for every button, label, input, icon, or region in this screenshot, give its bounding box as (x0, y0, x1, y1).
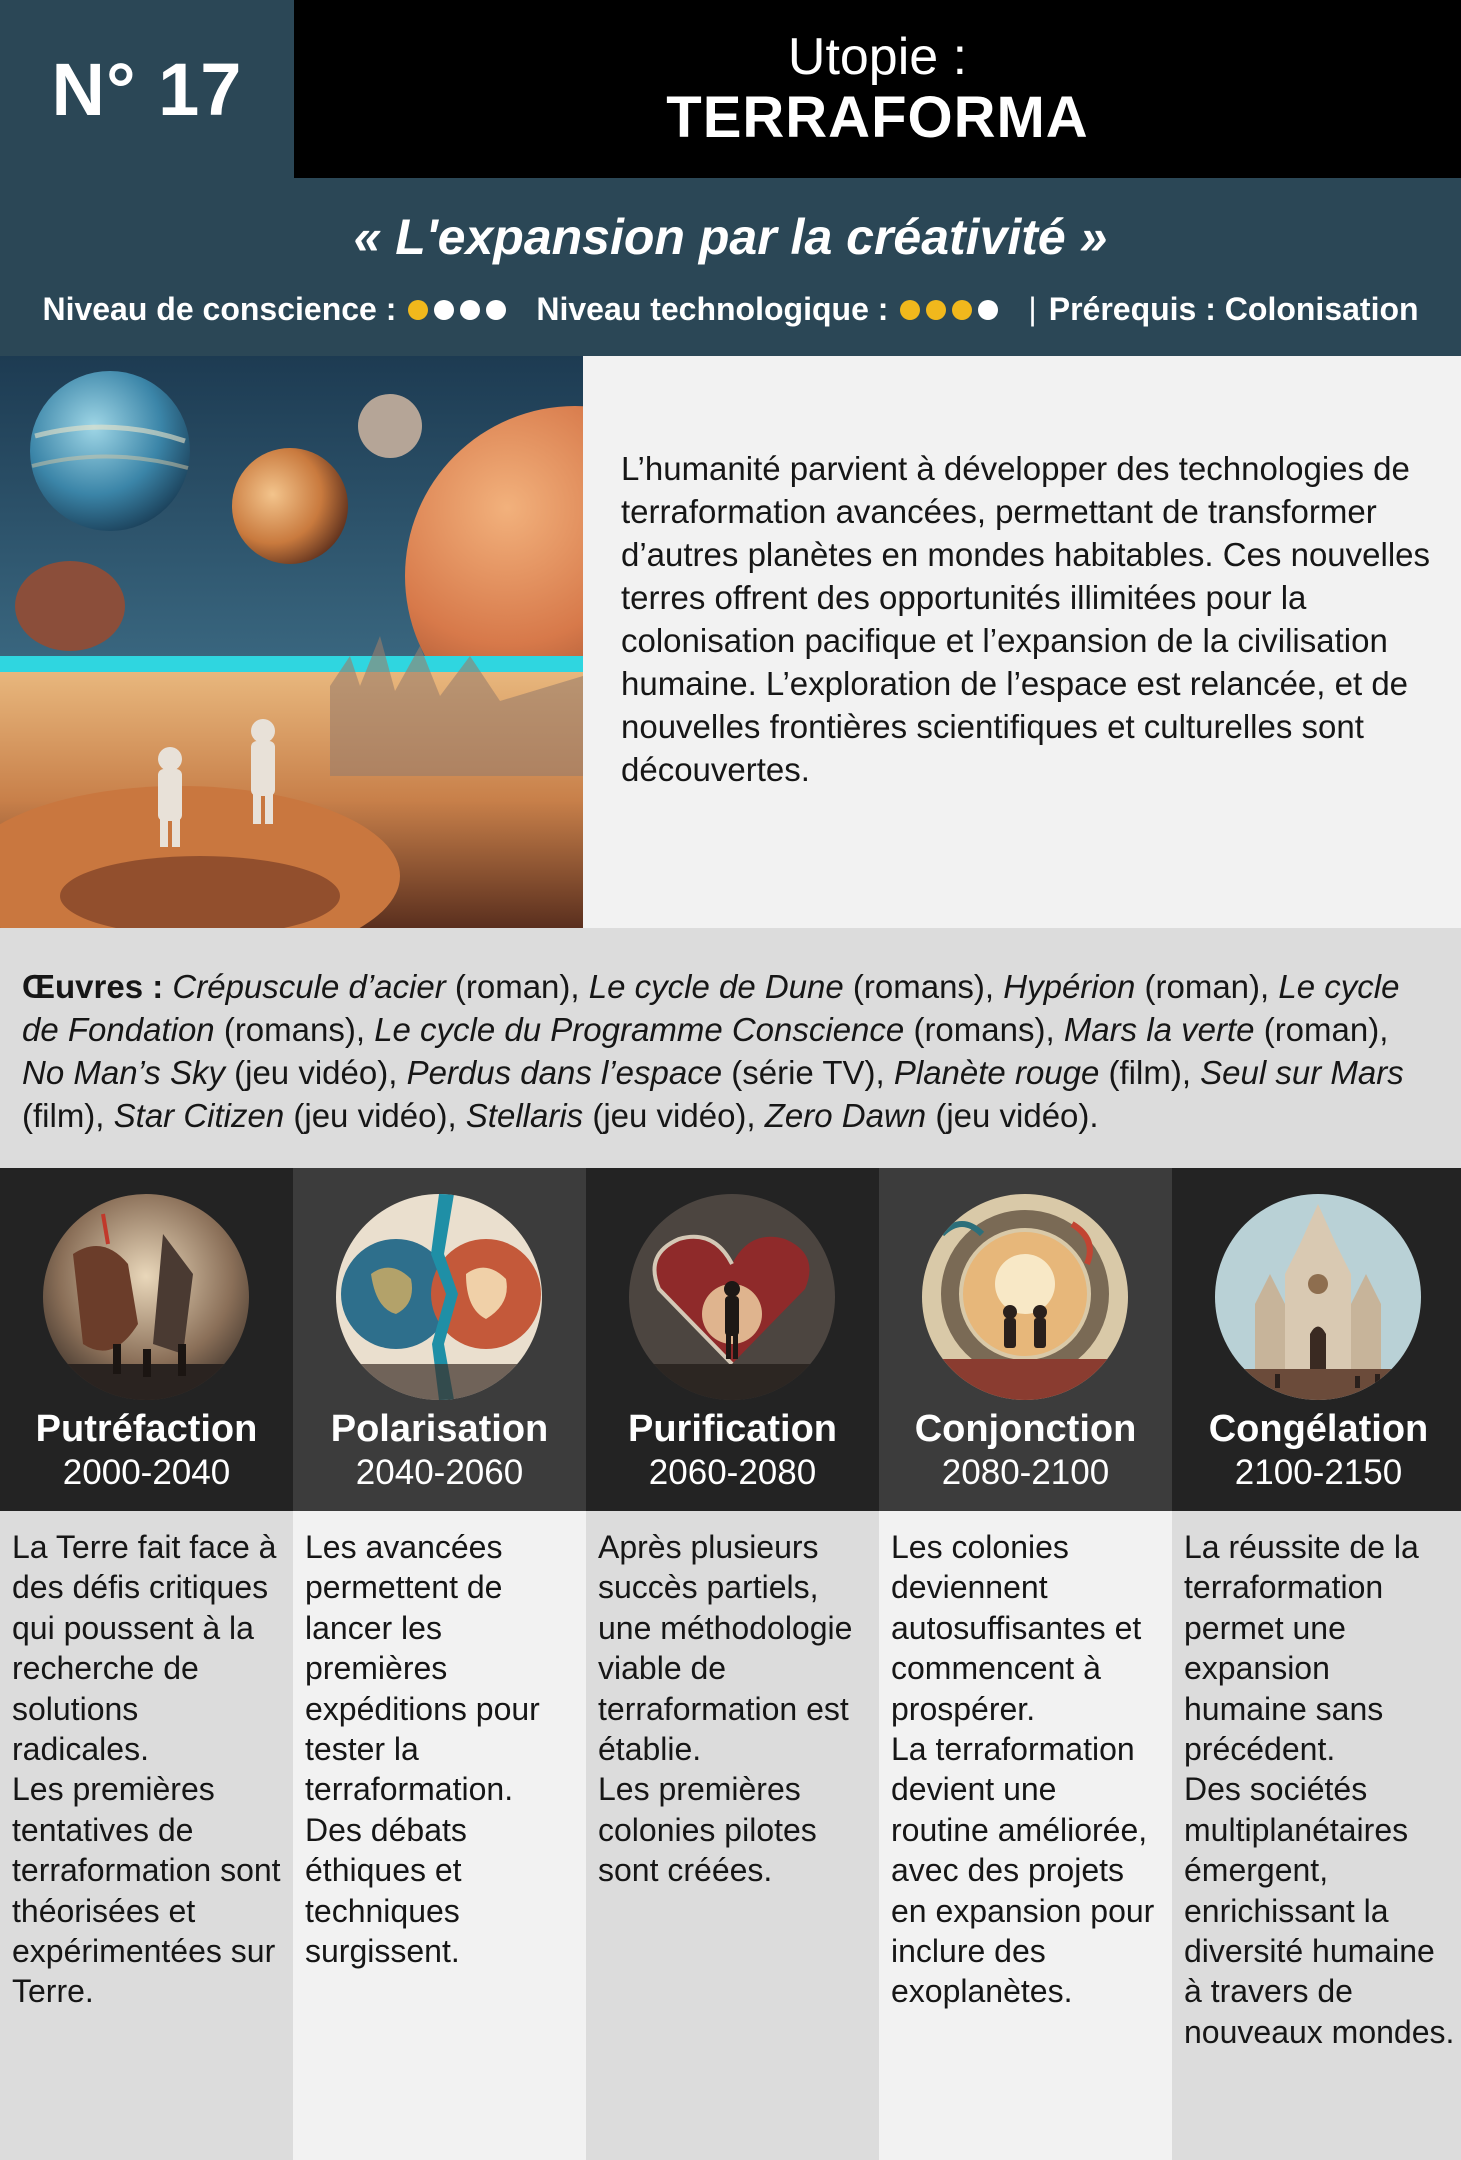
rating-dot-empty (434, 300, 454, 320)
rating-dot-empty (978, 300, 998, 320)
title-box (294, 0, 1461, 178)
work-type: (romans), (214, 1011, 366, 1048)
decay-face-icon (43, 1194, 249, 1400)
works-label: Œuvres : (22, 968, 164, 1005)
phase-putrefaction (0, 1168, 293, 2160)
work-title: Hypérion (1003, 968, 1136, 1005)
work-title: Star Citizen (113, 1097, 285, 1134)
work-type: (jeu vidéo), (284, 1097, 457, 1134)
work-title: Le cycle du Programme Conscience (374, 1011, 905, 1048)
work-title: Seul sur Mars (1200, 1054, 1404, 1091)
phase-years: 2080-2100 (941, 1453, 1110, 1492)
intro-text: L’humanité parvient à développer des technologies de terraformation avancées, permettant de transformer d’autres planètes en mondes habitables. Ces nouvelles terres offrent des opportunités illimitées pour la colonisation pacifique et l’expansion de la civilisation humaine. L’exploration de l’espace est relancée, et de nouvelles frontières scientifiques et culturelles sont découvertes. (583, 356, 1461, 928)
work-type: (film), (22, 1097, 105, 1134)
technology-rating (900, 300, 998, 320)
conscience-label: Niveau de conscience : (42, 291, 397, 327)
work-title: Perdus dans l’espace (406, 1054, 723, 1091)
phase-description: Les avancées permettent de lancer les premières expéditions pour tester la terraformation. Des débats éthiques et techniques surgissent. (293, 1511, 586, 2160)
heart-figure-icon (629, 1194, 835, 1400)
work-type: (romans), (843, 968, 995, 1005)
phase-header (586, 1168, 879, 1511)
technology-label: Niveau technologique : (536, 291, 889, 327)
phase-description: Les colonies deviennent autosuffisantes et commencent à prospérer. La terraformation devient une routine améliorée, avec des projets en expansion pour inclure des exoplanètes. (879, 1511, 1172, 2160)
work-type: (roman), (445, 968, 580, 1005)
motto: « L'expansion par la créativité » (353, 209, 1108, 265)
phase-name: Polarisation (330, 1408, 549, 1450)
phase-description: Après plusieurs succès partiels, une méthodologie viable de terraformation est établie. Les premières colonies pilotes sont créées. (586, 1511, 879, 2160)
work-type: (jeu vidéo), (583, 1097, 756, 1134)
conscience-rating (408, 300, 506, 320)
phase-description: La réussite de la terraformation permet une expansion humaine sans précédent. Des sociétés multiplanétaires émergent, enrichissant la diversité humaine à travers de nouveaux mondes. (1172, 1511, 1461, 2160)
phase-name: Putréfaction (35, 1408, 258, 1450)
split-planet-icon (336, 1194, 542, 1400)
phase-years: 2100-2150 (1234, 1453, 1403, 1492)
works-list (0, 928, 1461, 1168)
phase-description: La Terre fait face à des défis critiques qui poussent à la recherche de solutions radicales. Les premières tentatives de terraformation sont théorisées et expérimentées sur Terre. (0, 1511, 293, 2160)
rating-dot-empty (460, 300, 480, 320)
rating-dot-filled (900, 300, 920, 320)
motto-band (0, 178, 1461, 356)
phase-name: Conjonction (914, 1408, 1137, 1450)
ice-cathedral-icon (1215, 1194, 1421, 1400)
work-title: Mars la verte (1063, 1011, 1255, 1048)
phase-purification (586, 1168, 879, 2160)
phase-conjonction (879, 1168, 1172, 2160)
phase-header (879, 1168, 1172, 1511)
rating-dot-filled (926, 300, 946, 320)
work-title: Planète rouge (893, 1054, 1100, 1091)
title-main: TERRAFORMA (666, 85, 1089, 150)
work-type: (jeu vidéo). (926, 1097, 1099, 1134)
work-title: No Man’s Sky (22, 1054, 225, 1091)
planets-astronauts-illustration (0, 356, 583, 928)
title-category: Utopie : (787, 28, 968, 86)
work-title: Zero Dawn (764, 1097, 927, 1134)
work-type: (roman), (1135, 968, 1270, 1005)
phase-years: 2060-2080 (648, 1453, 817, 1492)
levels-row (0, 291, 1461, 328)
work-type: (jeu vidéo), (224, 1054, 398, 1091)
phase-header (293, 1168, 586, 1511)
work-title: Le cycle de Dune (588, 968, 844, 1005)
work-type: (roman), (1254, 1011, 1389, 1048)
work-type: (film), (1099, 1054, 1191, 1091)
rating-dot-filled (408, 300, 428, 320)
phase-name: Congélation (1208, 1408, 1429, 1450)
work-title: Stellaris (465, 1097, 584, 1134)
phase-polarisation (293, 1168, 586, 2160)
couple-portal-icon (922, 1194, 1128, 1400)
card-number-box (0, 0, 294, 178)
phase-name: Purification (627, 1408, 838, 1450)
phase-header (1172, 1168, 1461, 1511)
prerequisite: Prérequis : Colonisation (1048, 291, 1419, 327)
phase-header (0, 1168, 293, 1511)
rating-dot-empty (486, 300, 506, 320)
work-title: Le cycle de Fondation (22, 968, 1400, 1048)
work-title: Crépuscule d’acier (172, 968, 446, 1005)
phase-congelation (1172, 1168, 1461, 2160)
work-type: (romans), (904, 1011, 1055, 1048)
phase-years: 2040-2060 (355, 1453, 524, 1492)
phase-years: 2000-2040 (62, 1453, 231, 1492)
work-type: (série TV), (722, 1054, 885, 1091)
card-number: N° 17 (51, 47, 243, 131)
rating-dot-filled (952, 300, 972, 320)
separator: | (1028, 291, 1037, 327)
